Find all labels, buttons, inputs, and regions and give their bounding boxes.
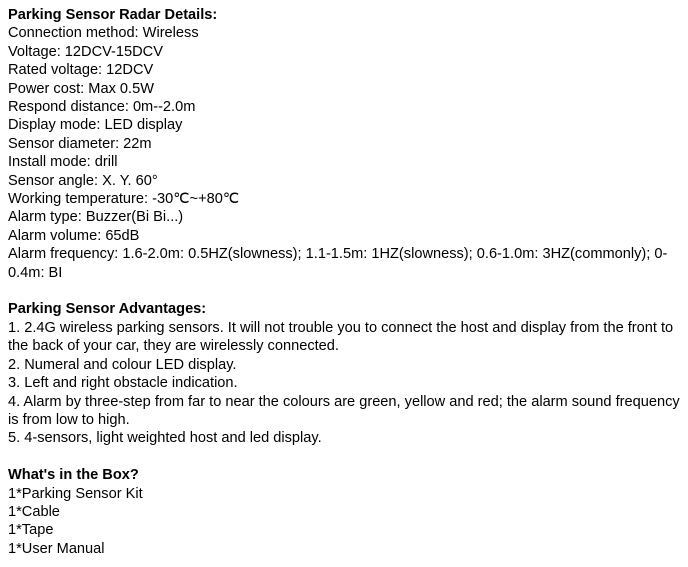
- advantage-item: 5. 4-sensors, light weighted host and led display.: [8, 430, 322, 447]
- box-contents-section: [8, 466, 686, 558]
- box-item: 1*Cable: [8, 503, 60, 520]
- spec-alarm-frequency: Alarm frequency: 1.6-2.0m: 0.5HZ(slowness); 1.1-1.5m: 1HZ(slowness); 0.6-1.0m: 3HZ(commonly); 0-0.4m: BI: [8, 246, 668, 281]
- spec-alarm-type: Alarm type: Buzzer(Bi Bi...): [8, 209, 184, 226]
- spec-working-temperature: Working temperature: -30℃~+80℃: [8, 191, 240, 208]
- spec-respond-distance: Respond distance: 0m--2.0m: [8, 99, 196, 116]
- spec-display-mode: Display mode: LED display: [8, 117, 183, 134]
- spec-rated-voltage: Rated voltage: 12DCV: [8, 62, 154, 79]
- advantages-section: [8, 300, 686, 447]
- advantage-item: 3. Left and right obstacle indication.: [8, 375, 238, 392]
- spec-sensor-diameter: Sensor diameter: 22m: [8, 135, 152, 152]
- advantage-item: 4. Alarm by three-step from far to near the colours are green, yellow and red; the alarm sound frequency is from low to high.: [8, 393, 680, 428]
- section-spacer: [8, 448, 686, 466]
- box-item: 1*Tape: [8, 522, 54, 539]
- spec-connection-method: Connection method: Wireless: [8, 25, 199, 42]
- spec-power-cost: Power cost: Max 0.5W: [8, 80, 154, 97]
- radar-details-heading: Parking Sensor Radar Details:: [8, 7, 218, 23]
- advantage-item: 1. 2.4G wireless parking sensors. It will not trouble you to connect the host and display from the front to the back of your car, they are wirelessly connected.: [8, 319, 674, 355]
- advantage-item: 2. Numeral and colour LED display.: [8, 356, 237, 373]
- spec-voltage: Voltage: 12DCV-15DCV: [8, 43, 163, 60]
- advantages-heading: Parking Sensor Advantages:: [8, 301, 207, 318]
- box-item: 1*User Manual: [8, 540, 105, 557]
- product-description: [8, 6, 686, 558]
- spec-install-mode: Install mode: drill: [8, 154, 118, 171]
- box-item: 1*Parking Sensor Kit: [8, 485, 143, 502]
- box-contents-heading: What's in the Box?: [8, 467, 139, 484]
- spec-sensor-angle: Sensor angle: X. Y. 60°: [8, 172, 158, 189]
- spec-alarm-volume: Alarm volume: 65dB: [8, 227, 140, 244]
- section-spacer: [8, 282, 686, 300]
- radar-details-section: [8, 6, 686, 282]
